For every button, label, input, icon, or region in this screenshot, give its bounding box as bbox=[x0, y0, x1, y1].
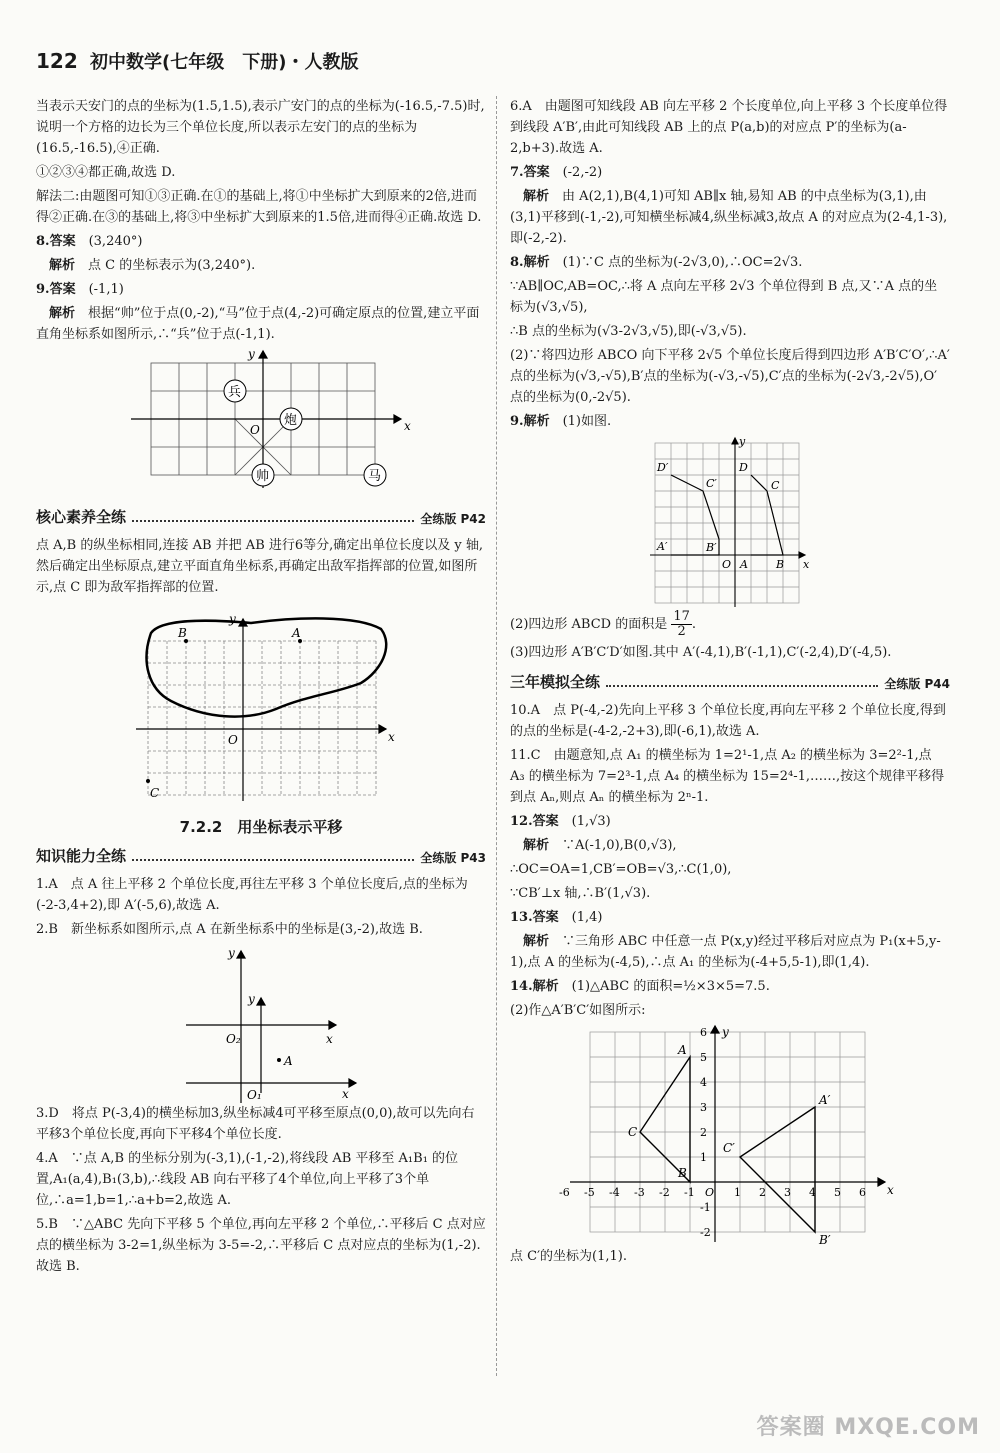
x-axis-label: x bbox=[326, 1032, 333, 1046]
answer-11: 11.C 由题意知,点 A₁ 的横坐标为 1=2¹-1,点 A₂ 的横坐标为 3=2²-1,点 A₃ 的横坐标为 7=2³-1,点 A₄ 的横坐标为 15=2⁴-1,……,按这个规律平移得到点 Aₙ,则点 Aₙ 的横坐标为 2ⁿ-1. bbox=[510, 748, 945, 805]
y-axis-label: y bbox=[248, 348, 255, 361]
section-heading bbox=[36, 845, 486, 866]
origin-o1-label: O₁ bbox=[247, 1088, 262, 1102]
y-tick-label: 1 bbox=[700, 1151, 707, 1164]
point-b-label: B bbox=[178, 626, 187, 640]
point-b-label: B bbox=[678, 1166, 687, 1180]
explanation-text: (1)∵C 点的坐标为(-2√3,0),∴OC=2√3. bbox=[562, 255, 803, 270]
point-d-prime-label: D′ bbox=[657, 461, 669, 474]
point-a-prime-label: A′ bbox=[657, 540, 668, 553]
label: 14.解析 bbox=[510, 979, 559, 994]
explanation-12 bbox=[510, 835, 950, 856]
answer-9 bbox=[36, 279, 486, 300]
label: 解析 bbox=[49, 258, 76, 273]
piece-bing: 兵 bbox=[228, 385, 242, 400]
section-title: 三年模拟全练 bbox=[510, 673, 601, 691]
point-a-label: A bbox=[284, 1054, 293, 1068]
explanation-13 bbox=[510, 931, 950, 973]
origin-label: O bbox=[228, 733, 238, 747]
label: 解析 bbox=[49, 306, 76, 321]
point-b-label: B bbox=[776, 558, 785, 571]
paragraph: 解法二:由题图可知①③正确.在①的基础上,将①中坐标扩大到原来的2倍,进而得②正确.在③的基础上,将③中坐标扩大到原来的1.5倍,进而得④正确.故选 D. bbox=[36, 189, 482, 225]
explanation-text: ∵A(-1,0),B(0,√3), bbox=[562, 838, 677, 853]
x-tick-label: -1 bbox=[684, 1186, 695, 1199]
x-tick-label: -6 bbox=[559, 1186, 570, 1199]
x-axis-label: x bbox=[342, 1087, 349, 1101]
y-axis-label: y bbox=[229, 612, 236, 626]
command-post-figure bbox=[36, 601, 486, 806]
x-tick-label: -4 bbox=[609, 1186, 620, 1199]
label: 12.答案 bbox=[510, 814, 559, 829]
point-a-label: A bbox=[678, 1043, 687, 1057]
paragraph: ①②③④都正确,故选 D. bbox=[36, 165, 176, 180]
point-c-label: C bbox=[771, 479, 780, 492]
answer-value: (-2,-2) bbox=[562, 165, 603, 180]
explanation-8 bbox=[36, 255, 486, 276]
x-tick-label: 4 bbox=[809, 1186, 816, 1199]
label: 解析 bbox=[523, 934, 550, 949]
answer-9-part3: (3)四边形 A′B′C′D′如图.其中 A′(-4,1),B′(-1,1),C′(-2,4),D′(-4,5). bbox=[510, 645, 892, 660]
column-divider bbox=[496, 96, 497, 1376]
explanation-text: (2)四边形 ABCD 的面积是 bbox=[510, 617, 668, 632]
x-tick-label: 1 bbox=[734, 1186, 741, 1199]
book-title: 初中数学(七年级 下册)・人教版 bbox=[90, 52, 359, 73]
section-ref: 全练版 P44 bbox=[884, 677, 950, 691]
chess-grid-figure bbox=[36, 348, 486, 498]
answer-5: 5.B ∵△ABC 先向下平移 5 个单位,再向左平移 2 个单位,∴平移后 C 点对应点的横坐标为 3-2=1,纵坐标为 3-5=-2,∴平移后 C 点对应点的坐标为(1,-2).故选 B. bbox=[36, 1217, 486, 1274]
explanation-9 bbox=[36, 303, 486, 345]
two-axes-figure bbox=[36, 943, 486, 1103]
section-title: 知识能力全练 bbox=[36, 847, 127, 865]
point-c-label: C bbox=[150, 786, 160, 800]
fraction-denominator: 2 bbox=[677, 624, 686, 639]
point-a-prime-label: A′ bbox=[819, 1093, 831, 1107]
answer-9-part1 bbox=[510, 411, 950, 432]
point-b-prime-label: B′ bbox=[706, 541, 717, 554]
section-title: 核心素养全练 bbox=[36, 508, 127, 526]
page-header bbox=[36, 48, 358, 74]
label: 9.解析 bbox=[510, 414, 550, 429]
paragraph: 当表示天安门的点的坐标为(1.5,1.5),表示广安门的点的坐标为(-16.5,-7.5)时,说明一个方格的边长为三个单位长度,所以表示左安门的点的坐标为(16.5,-16.5),④正确. bbox=[36, 99, 485, 156]
answer-3: 3.D 将点 P(-3,4)的横坐标加3,纵坐标减4可平移至原点(0,0),故可以先向右平移3个单位长度,再向下平移4个单位长度. bbox=[36, 1106, 475, 1142]
answer-14-part3: 点 C′的坐标为(1,1). bbox=[510, 1249, 627, 1264]
right-column bbox=[510, 96, 950, 1270]
x-tick-label: -2 bbox=[659, 1186, 670, 1199]
explanation-text: (1)如图. bbox=[562, 414, 612, 429]
x-tick-label: 6 bbox=[859, 1186, 866, 1199]
x-axis-label: x bbox=[404, 419, 411, 433]
piece-ma: 马 bbox=[368, 469, 382, 484]
explanation-7 bbox=[510, 186, 950, 249]
left-column bbox=[36, 96, 486, 1280]
explanation-text: 由 A(2,1),B(4,1)可知 AB∥x 轴,易知 AB 的中点坐标为(3,1),由(3,1)平移到(-1,-2),可知横坐标减4,纵坐标减3,故点 A 的对应点为(2-4,1-3),即(-2,-2). bbox=[510, 189, 948, 246]
answer-8-part1 bbox=[510, 252, 950, 273]
answer-13 bbox=[510, 907, 950, 928]
answer-2: 2.B 新坐标系如图所示,点 A 在新坐标系中的坐标是(3,-2),故选 B. bbox=[36, 922, 423, 937]
origin-o2-label: O₂ bbox=[226, 1032, 241, 1046]
answer-14 bbox=[510, 976, 950, 997]
answer-8-part4: (2)∵将四边形 ABCO 向下平移 2√5 个单位长度后得到四边形 A′B′C′O′,∴A′点的坐标为(√3,-√5),B′点的坐标为(-√3,-√5),C′点的坐标为(-2√3,-2√5),O′点的坐标为(0,-2√5). bbox=[510, 348, 950, 405]
answer-1: 1.A 点 A 往上平移 2 个单位长度,再往左平移 3 个单位长度后,点的坐标为(-2-3,4+2),即 A′(-5,6),故选 A. bbox=[36, 877, 468, 913]
section-heading bbox=[510, 671, 950, 692]
label: 8.解析 bbox=[510, 255, 550, 270]
point-a-label: A bbox=[740, 558, 748, 571]
x-tick-label: 5 bbox=[834, 1186, 841, 1199]
answer-10: 点 A,B 的纵坐标相同,连接 AB 并把 AB 进行6等分,确定出单位长度以及 y 轴,然后确定出坐标原点,建立平面直角坐标系,再确定出敌军指挥部的位置,如图所示,点 C 即为敌军指挥部的位置. bbox=[36, 538, 484, 595]
dotted-leader bbox=[606, 685, 878, 687]
y-tick-label: 6 bbox=[700, 1026, 707, 1039]
answer-9-part2: (2)四边形 ABCD 的面积是 $\frac{17}{2}$ . bbox=[510, 609, 697, 639]
answer-14-part2: (2)作△A′B′C′如图所示: bbox=[510, 1003, 646, 1018]
y-axis-label: y bbox=[228, 946, 235, 960]
y-tick-label: -1 bbox=[700, 1201, 711, 1214]
answer-4: 4.A ∵点 A,B 的坐标分别为(-3,1),(-1,-2),将线段 AB 平移至 A₁B₁ 的位置,A₁(a,4),B₁(3,b),∴线段 AB 向右平移了4个单位,向上平移了3个单位,∴a=1,b=1,∴a+b=2,故选 A. bbox=[36, 1151, 459, 1208]
explanation-12-line3: ∵CB′⊥x 轴,∴B′(1,√3). bbox=[510, 886, 651, 901]
answer-10: 10.A 点 P(-4,-2)先向上平移 3 个单位长度,再向左平移 2 个单位长度,得到的点的坐标是(-4-2,-2+3),即(-6,1),故选 A. bbox=[510, 703, 946, 739]
x-tick-label: 3 bbox=[784, 1186, 791, 1199]
label: 解析 bbox=[523, 189, 550, 204]
label: 8.答案 bbox=[36, 234, 76, 249]
explanation-text: ∵三角形 ABC 中任意一点 P(x,y)经过平移后对应点为 P₁(x+5,y-1),点 A 的坐标为(-4,5),∴点 A₁ 的坐标为(-4+5,5-1),即(1,4). bbox=[510, 934, 941, 970]
x-axis-label: x bbox=[803, 558, 810, 571]
section-ref: 全练版 P42 bbox=[420, 512, 486, 526]
explanation-12-line2: ∴OC=OA=1,CB′=OB=√3,∴C(1,0), bbox=[510, 862, 732, 877]
piece-shuai: 帅 bbox=[256, 469, 270, 484]
y-tick-label: 4 bbox=[700, 1076, 707, 1089]
answer-8-part2: ∵AB∥OC,AB=OC,∴将 A 点向左平移 2√3 个单位得到 B 点,又∵A 点的坐标为(√3,√5), bbox=[510, 279, 938, 315]
answer-8 bbox=[36, 231, 486, 252]
dotted-leader bbox=[132, 520, 414, 522]
answer-value: (1,4) bbox=[571, 910, 603, 925]
answer-value: (-1,1) bbox=[88, 282, 124, 297]
origin-label: O bbox=[705, 1186, 715, 1199]
triangle-translation-figure bbox=[510, 1024, 950, 1246]
y-axis-label: y bbox=[722, 1025, 729, 1039]
point-a-label: A bbox=[292, 626, 301, 640]
y-tick-label: 5 bbox=[700, 1051, 707, 1064]
y-tick-label: 3 bbox=[700, 1101, 707, 1114]
section-ref: 全练版 P43 bbox=[420, 851, 486, 865]
x-axis-label: x bbox=[887, 1183, 894, 1197]
origin-label: O bbox=[250, 423, 260, 437]
point-c-prime-label: C′ bbox=[706, 477, 717, 490]
answer-value: (3,240°) bbox=[88, 234, 143, 249]
answer-7 bbox=[510, 162, 950, 183]
label: 7.答案 bbox=[510, 165, 550, 180]
piece-pao: 炮 bbox=[284, 413, 298, 428]
dotted-leader bbox=[132, 859, 414, 861]
answer-8-part3: ∴B 点的坐标为(√3-2√3,√5),即(-√3,√5). bbox=[510, 324, 747, 339]
fraction bbox=[671, 610, 692, 639]
fraction-numerator: 17 bbox=[673, 609, 690, 624]
point-c-prime-label: C′ bbox=[723, 1141, 735, 1155]
y-tick-label: 2 bbox=[700, 1126, 707, 1139]
explanation-text: (1)△ABC 的面积=½×3×5=7.5. bbox=[571, 979, 770, 994]
origin-label: O bbox=[722, 558, 732, 571]
x-tick-label: -3 bbox=[634, 1186, 645, 1199]
subsection-title: 7.2.2 用坐标表示平移 bbox=[179, 818, 343, 836]
label: 13.答案 bbox=[510, 910, 559, 925]
point-b-prime-label: B′ bbox=[819, 1233, 831, 1246]
y-axis-label: y bbox=[739, 435, 746, 448]
explanation-text: 根据“帅”位于点(0,-2),“马”位于点(4,-2)可确定原点的位置,建立平面直角坐标系如图所示,∴“兵”位于点(-1,1). bbox=[36, 306, 480, 342]
watermark-logo: 答案圈 MXQE.COM bbox=[756, 1415, 980, 1440]
answer-value: (1,√3) bbox=[571, 814, 611, 829]
x-axis-label: x bbox=[388, 730, 395, 744]
x-tick-label: -5 bbox=[584, 1186, 595, 1199]
y-axis-label: y bbox=[248, 992, 255, 1006]
answer-6: 6.A 由题图可知线段 AB 向左平移 2 个长度单位,向上平移 3 个长度单位得到线段 A′B′,由此可知线段 AB 上的点 P(a,b)的对应点 P′的坐标为(a-2,b+3).故选 A. bbox=[510, 99, 948, 156]
page-number: 122 bbox=[36, 49, 78, 73]
answer-12 bbox=[510, 811, 950, 832]
label: 9.答案 bbox=[36, 282, 76, 297]
y-tick-label: -2 bbox=[700, 1226, 711, 1239]
point-c-label: C bbox=[628, 1125, 638, 1139]
point-d-label: D bbox=[739, 461, 748, 474]
label: 解析 bbox=[523, 838, 550, 853]
quadrilateral-figure bbox=[510, 435, 950, 610]
explanation-text: 点 C 的坐标表示为(3,240°). bbox=[88, 258, 256, 273]
x-tick-label: 2 bbox=[759, 1186, 766, 1199]
section-heading bbox=[36, 506, 486, 527]
